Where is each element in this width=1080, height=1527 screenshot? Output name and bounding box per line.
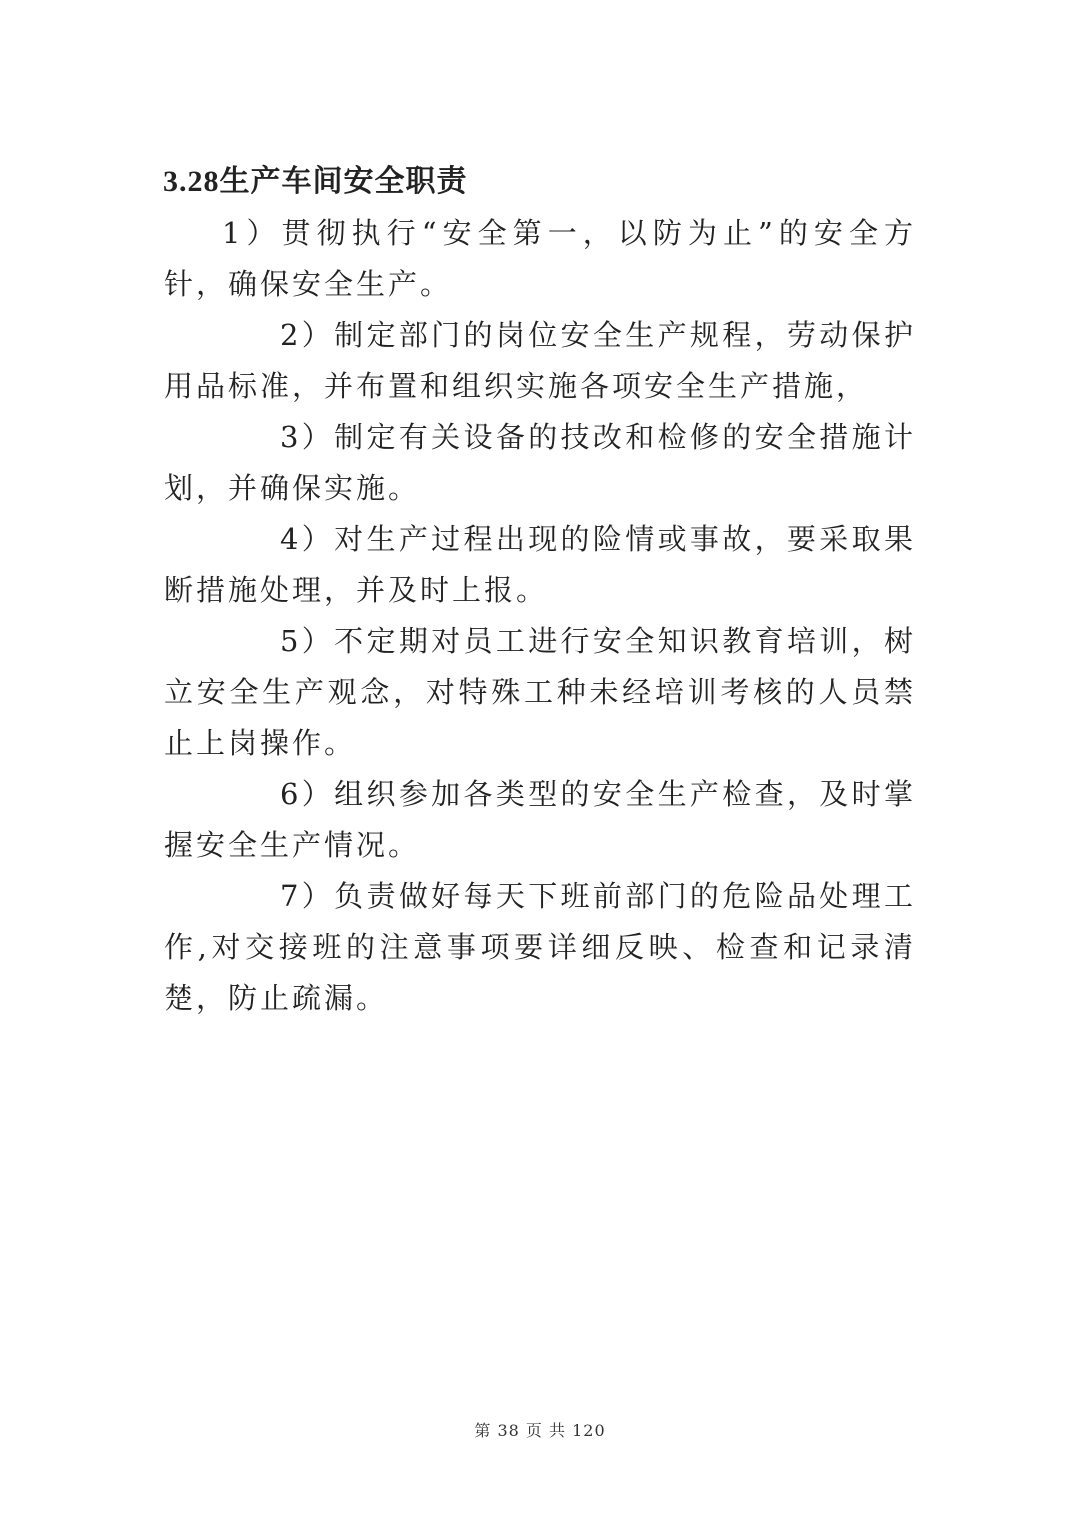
paragraph-item-3: 3）制定有关设备的技改和检修的安全措施计划，并确保实施。 [164, 420, 916, 505]
paragraph-item-2: 2）制定部门的岗位安全生产规程，劳动保护用品标准，并布置和组织实施各项安全生产措施， [164, 318, 916, 403]
paragraph-item-5: 5）不定期对员工进行安全知识教育培训，树立安全生产观念，对特殊工种未经培训考核的人员禁止上岗操作。 [164, 624, 916, 760]
paragraph-item-6: 6）组织参加各类型的安全生产检查，及时掌握安全生产情况。 [164, 777, 916, 862]
paragraph-item-1: 1）贯彻执行“安全第一，以防为止”的安全方针，确保安全生产。 [164, 216, 916, 301]
paragraph-item-7: 7）负责做好每天下班前部门的危险品处理工作,对交接班的注意事项要详细反映、检查和记录清楚，防止疏漏。 [164, 879, 916, 1015]
section-heading [163, 160, 468, 204]
page-footer: 第 38 页 共 120 [474, 1421, 606, 1440]
section-body [164, 208, 916, 1024]
section-number: 3.28 [163, 165, 220, 198]
paragraph-item-4: 4）对生产过程出现的险情或事故，要采取果断措施处理，并及时上报。 [164, 522, 916, 607]
section-title: 生产车间安全职责 [219, 164, 468, 199]
